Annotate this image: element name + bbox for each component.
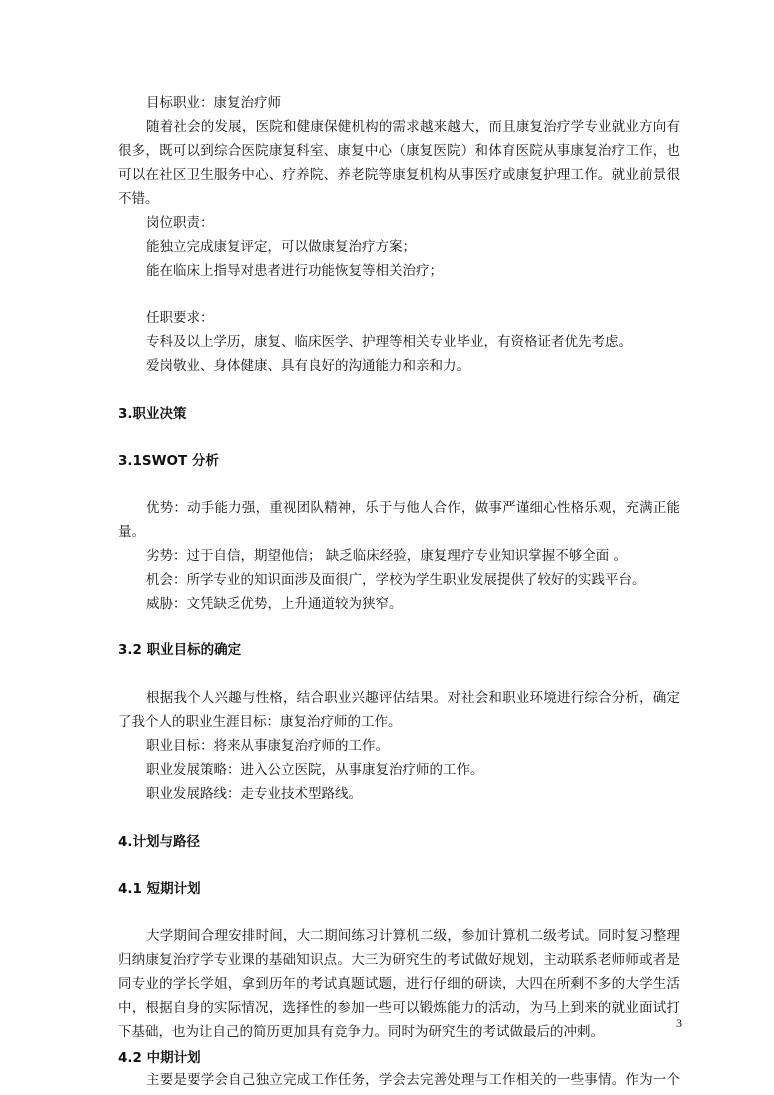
subsection-heading: 3.2 职业目标的确定 <box>118 642 242 658</box>
text-line: 职业目标：将来从事康复治疗师的工作。 <box>146 738 389 754</box>
text-line: 职业发展策略：进入公立医院，从事康复治疗师的工作。 <box>146 762 484 778</box>
text-line: 能独立完成康复评定，可以做康复治疗方案； <box>146 239 416 255</box>
text-line: 量。 <box>118 524 145 540</box>
text-line: 随着社会的发展，医院和健康保健机构的需求越来越大，而且康复治疗学专业就业方向有 <box>146 119 680 135</box>
text-line: 了我个人的职业生涯目标：康复治疗师的工作。 <box>118 714 402 730</box>
text-line: 机会：所学专业的知识面涉及面很广，学校为学生职业发展提供了较好的实践平台。 <box>146 572 646 588</box>
subsection-heading: 3.1SWOT 分析 <box>118 453 219 469</box>
page-number: 3 <box>676 1016 682 1030</box>
text-line: 大学期间合理安排时间，大二期间练习计算机二级，参加计算机二级考试。同时复习整理 <box>146 928 680 944</box>
text-line: 爱岗敬业、身体健康、具有良好的沟通能力和亲和力。 <box>146 358 470 374</box>
text-line: 中，根据自身的实际情况，选择性的参加一些可以锻炼能力的活动，为马上到来的就业面试打 <box>118 1000 680 1016</box>
text-line: 任职要求： <box>146 310 214 326</box>
text-line: 主要是要学会自己独立完成工作任务，学会去完善处理与工作相关的一些事情。作为一个 <box>146 1072 680 1088</box>
text-line: 目标职业：康复治疗师 <box>146 95 281 111</box>
subsection-heading: 4.1 短期计划 <box>118 881 201 897</box>
text-line: 能在临床上指导对患者进行功能恢复等相关治疗； <box>146 263 443 279</box>
text-line: 很多，既可以到综合医院康复科室、康复中心（康复医院）和体育医院从事康复治疗工作，也 <box>118 143 680 159</box>
text-line: 不错。 <box>118 191 159 207</box>
subsection-heading: 4.2 中期计划 <box>118 1050 201 1066</box>
text-line: 职业发展路线：走专业技术型路线。 <box>146 786 362 802</box>
text-line: 劣势：过于自信，期望他信； 缺乏临床经验，康复理疗专业知识掌握不够全面 。 <box>146 548 628 564</box>
text-line: 岗位职责： <box>146 215 214 231</box>
text-line: 可以在社区卫生服务中心、疗养院、养老院等康复机构从事医疗或康复护理工作。就业前景很 <box>118 167 680 183</box>
text-line: 根据我个人兴趣与性格，结合职业兴趣评估结果。对社会和职业环境进行综合分析，确定 <box>146 690 680 706</box>
text-line: 下基础，也为让自己的简历更加具有竞争力。同时为研究生的考试做最后的冲刺。 <box>118 1024 604 1040</box>
section-heading: 4.计划与路径 <box>118 834 201 850</box>
section-heading: 3.职业决策 <box>118 406 187 422</box>
text-line: 同专业的学长学姐，拿到历年的考试真题试题，进行仔细的研读，大四在所剩不多的大学生活 <box>118 976 680 992</box>
text-line: 威胁：文凭缺乏优势，上升通道较为狭窄。 <box>146 596 403 612</box>
text-line: 专科及以上学历，康复、临床医学、护理等相关专业毕业，有资格证者优先考虑。 <box>146 334 632 350</box>
text-line: 优势：动手能力强，重视团队精神，乐于与他人合作，做事严谨细心性格乐观，充满正能 <box>146 500 680 516</box>
text-line: 归纳康复治疗学专业课的基础知识点。大三为研究生的考试做好规划，主动联系老师师或者是 <box>118 952 680 968</box>
